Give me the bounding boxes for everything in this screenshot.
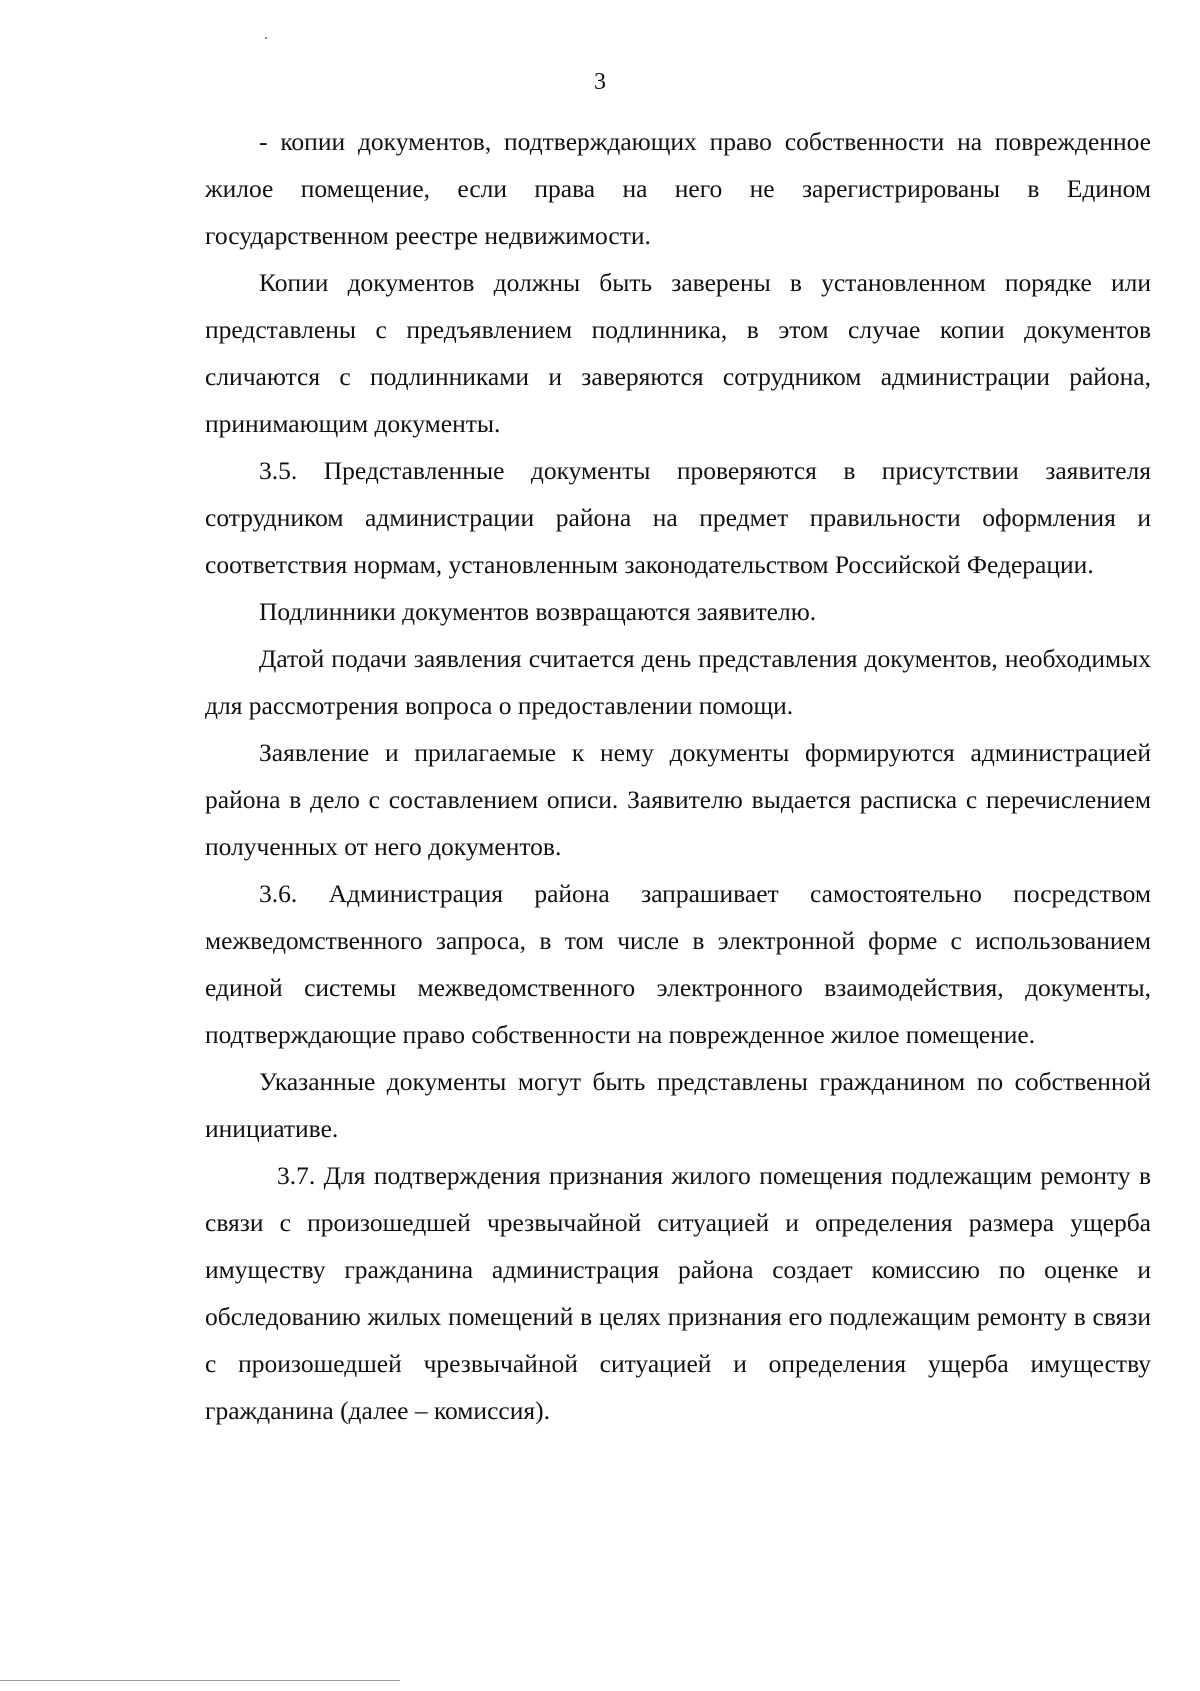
- paragraph-own-initiative: Указанные документы могут быть представлены гражданином по собственной инициативе.: [205, 1067, 1151, 1143]
- paragraph-section-3-6: 3.6. Администрация района запрашивает самостоятельно посредством межведомственного запроса, в том числе в электронной форме с использованием единой системы межведомственного электронного взаимодействия, документы, подтверждающие право собственности на поврежденное жилое помещение.: [205, 879, 1151, 1049]
- paragraph-ownership-documents: - копии документов, подтверждающих право собственности на поврежденное жилое помещение, если права на него не зарегистрированы в Едином государственном реестре недвижимости.: [205, 127, 1151, 250]
- paragraph-section-3-7: 3.7. Для подтверждения признания жилого помещения подлежащим ремонту в связи с произошедшей чрезвычайной ситуацией и определения размера ущерба имуществу гражданина администрация района создает комиссию по оценке и обследованию жилых помещений в целях признания его подлежащим ремонту в связи с произошедшей чрезвычайной ситуацией и определения ущерба имуществу гражданина (далее – комиссия).: [205, 1161, 1151, 1425]
- bottom-edge-line: [0, 1680, 400, 1681]
- paragraph-submission-date: Датой подачи заявления считается день представления документов, необходимых для рассмотрения вопроса о предоставлении помощи.: [205, 644, 1151, 720]
- document-body: [205, 118, 1151, 1434]
- scan-artifact-dot: [265, 37, 267, 39]
- paragraph-certified-copies: Копии документов должны быть заверены в установленном порядке или представлены с предъявлением подлинника, в этом случае копии документов сличаются с подлинниками и заверяются сотрудником администрации района, принимающим документы.: [205, 268, 1151, 438]
- paragraph-application-file: Заявление и прилагаемые к нему документы формируются администрацией района в дело с составлением описи. Заявителю выдается расписка с перечислением полученных от него документов.: [205, 738, 1151, 861]
- paragraph-section-3-5: 3.5. Представленные документы проверяются в присутствии заявителя сотрудником администрации района на предмет правильности оформления и соответствия нормам, установленным законодательством Российской Федерации.: [205, 456, 1151, 579]
- paragraph-originals-returned: Подлинники документов возвращаются заявителю.: [259, 597, 817, 626]
- page-number: 3: [594, 69, 606, 95]
